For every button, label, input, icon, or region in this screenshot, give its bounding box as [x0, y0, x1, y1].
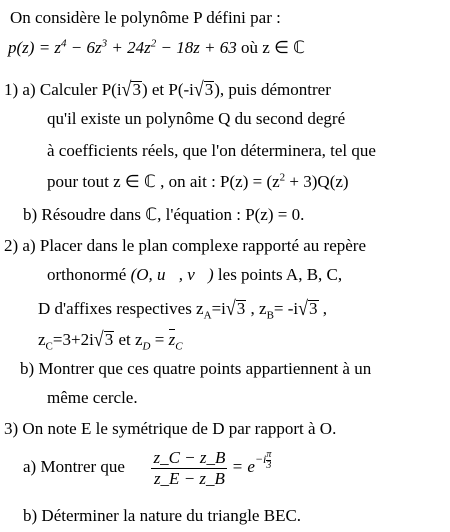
question-2b-line-1: b) Montrer que ces quatre points appartiennent à un — [20, 359, 372, 378]
question-2a-line-3: D d'affixes respectives $z_A=i√3$ , $z_B= -i√3$ , — [38, 296, 328, 322]
question-1a-line-4: pour tout z ∈ ℂ , on ait : $P(z) = (z^2 + 3)Q(z)$ — [47, 171, 349, 191]
question-2a-line-4: $z_C=3+2i√3$ et $z_D = z_C$ — [38, 327, 183, 353]
question-1a-line-1: 1) a) Calculer P(i√3) et P(-i√3), puis démontrer — [4, 77, 331, 101]
question-2a-line-1: 2) a) Placer dans le plan complexe rapporté au repère — [4, 236, 367, 255]
question-1a-line-2: qu'il existe un polynôme Q du second degré — [47, 109, 346, 128]
question-3-line-1: 3) On note E le symétrique de D par rapport à O. — [4, 419, 337, 438]
question-3b: b) Déterminer la nature du triangle BEC. — [23, 506, 302, 525]
question-2a-line-2: orthonormé (O, u⃗, v⃗) les points A, B, C, — [47, 265, 343, 284]
question-1a-line-3: à coefficients réels, que l'on déterminera, tel que — [47, 141, 376, 160]
intro-line: On considère le polynôme P défini par : — [10, 8, 281, 27]
frame-notation: (O, u⃗, v⃗) — [130, 265, 214, 284]
question-2b-line-2: même cercle. — [47, 388, 138, 407]
question-1b: b) Résoudre dans ℂ, l'équation : P(z) = 0. — [23, 205, 305, 224]
polynomial-definition: $p(z) = z^4 - 6z^3 + 24z^2 - 18z + 63$ où z ∈ ℂ — [8, 37, 306, 57]
ratio-fraction: $\frac{z\_C - z\_B}{z\_E - z\_B}$ — [153, 447, 226, 488]
question-3a: a) Montrer que $\frac{z\_C - z\_B}{z\_E - z\_B}$ = $e^{-i \frac{\pi}{3}}$ — [23, 447, 272, 488]
